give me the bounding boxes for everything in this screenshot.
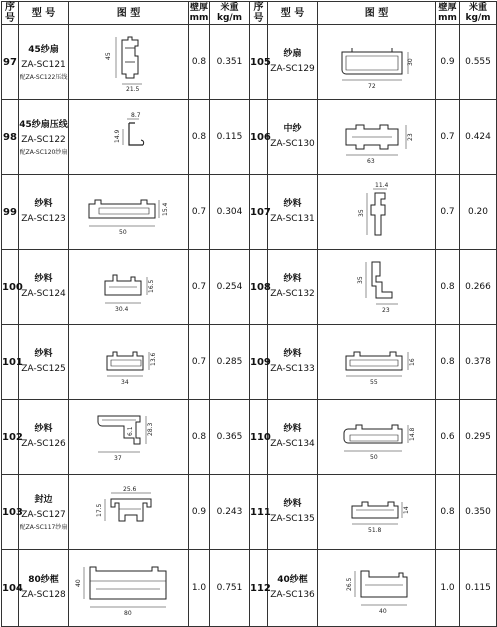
- item-number: 112: [250, 550, 268, 627]
- dim-label: 16: [408, 358, 416, 366]
- item-model: [19, 400, 69, 475]
- dim-label: 35: [357, 209, 365, 217]
- dim-label: 35: [356, 276, 364, 284]
- dim-label: 8.7: [130, 112, 141, 119]
- dim-label: 11.4: [374, 182, 388, 189]
- profile-drawing-sc135: [332, 482, 422, 542]
- profile-drawing-sc130: [332, 107, 422, 167]
- item-model: [268, 325, 318, 400]
- item-code: ZA-SC132: [270, 289, 315, 299]
- profile-drawing-sc132: [342, 254, 412, 320]
- profile-drawing-sc129: [332, 32, 422, 92]
- item-code: ZA-SC122: [21, 134, 66, 145]
- item-thickness: 0.9: [189, 475, 210, 550]
- item-code: ZA-SC135: [270, 514, 315, 524]
- item-weight: 0.351: [210, 25, 250, 100]
- header-thickness-cn: 壁厚: [189, 3, 208, 13]
- header-thickness-cn-2: 壁厚: [438, 3, 457, 13]
- item-number: 106: [250, 100, 268, 175]
- header-figure-2: 图 型: [318, 2, 436, 25]
- item-weight: 0.304: [210, 175, 250, 250]
- dim-label: 28.3: [146, 422, 154, 436]
- item-model: [268, 175, 318, 250]
- profile-drawing-cell: [69, 100, 189, 175]
- dim-label: 72: [367, 83, 376, 90]
- item-name: 纱料: [34, 349, 53, 359]
- header-weight: [210, 2, 250, 25]
- dim-label: 14.8: [408, 427, 416, 441]
- profile-drawing-cell: [318, 325, 436, 400]
- item-model: [19, 250, 69, 325]
- item-code: ZA-SC134: [270, 439, 315, 449]
- dim-label: 6.1: [126, 426, 134, 436]
- item-thickness: 1.0: [189, 550, 210, 627]
- item-code: ZA-SC124: [21, 289, 66, 299]
- header-no-2: 序号: [250, 2, 268, 25]
- profile-catalog-table: [1, 1, 497, 627]
- header-row: [2, 2, 497, 25]
- item-thickness: 0.8: [189, 25, 210, 100]
- dim-label: 30: [406, 58, 414, 66]
- item-model: [19, 25, 69, 100]
- item-thickness: 0.7: [189, 250, 210, 325]
- item-model: [19, 175, 69, 250]
- item-weight: 0.350: [460, 475, 497, 550]
- dim-label: 14: [402, 506, 410, 514]
- item-thickness: 0.7: [189, 175, 210, 250]
- header-weight-2: [460, 2, 497, 25]
- item-note: 配ZA-SC120纱扇: [19, 148, 68, 156]
- profile-drawing-sc124: [89, 257, 169, 317]
- item-number: 111: [250, 475, 268, 550]
- table-row: [2, 400, 497, 475]
- item-number: 100: [2, 250, 19, 325]
- dim-label: 51.8: [367, 527, 381, 534]
- item-weight: 0.115: [460, 550, 497, 627]
- profile-drawing-sc128: [74, 555, 184, 621]
- item-number: 101: [2, 325, 19, 400]
- item-weight: 0.254: [210, 250, 250, 325]
- dim-label: 34: [120, 379, 129, 386]
- item-name: 纱料: [283, 349, 302, 359]
- dim-label: 50: [118, 229, 127, 236]
- item-number: 104: [2, 550, 19, 627]
- item-model: [19, 475, 69, 550]
- item-name: 45纱扇: [28, 44, 59, 55]
- item-weight: 0.751: [210, 550, 250, 627]
- item-weight: 0.115: [210, 100, 250, 175]
- item-weight: 0.266: [460, 250, 497, 325]
- dim-label: 17.5: [95, 503, 103, 517]
- profile-drawing-cell: [69, 475, 189, 550]
- item-note: 配ZA-SC122压线: [19, 73, 68, 81]
- header-weight-cn-2: 米重: [468, 3, 487, 13]
- header-thickness-unit-2: mm: [438, 13, 457, 23]
- dim-label: 30.4: [114, 306, 128, 313]
- profile-drawing-cell: [318, 400, 436, 475]
- item-model: [268, 475, 318, 550]
- item-number: 109: [250, 325, 268, 400]
- item-name: 中纱: [283, 124, 302, 134]
- item-weight: 0.285: [210, 325, 250, 400]
- item-number: 99: [2, 175, 19, 250]
- profile-drawing-sc127: [89, 479, 169, 545]
- item-model: [19, 100, 69, 175]
- item-name: 纱料: [283, 424, 302, 434]
- header-model: 型 号: [19, 2, 69, 25]
- item-number: 98: [2, 100, 19, 175]
- dim-label: 63: [366, 158, 375, 165]
- dim-label: 55: [369, 379, 378, 386]
- profile-drawing-cell: [318, 250, 436, 325]
- item-model: [268, 100, 318, 175]
- profile-drawing-cell: [318, 475, 436, 550]
- item-code: ZA-SC128: [21, 590, 66, 600]
- header-thickness: [189, 2, 210, 25]
- item-thickness: 0.7: [189, 325, 210, 400]
- item-name: 纱扇: [283, 49, 302, 59]
- item-thickness: 0.8: [436, 325, 460, 400]
- profile-drawing-cell: [69, 400, 189, 475]
- item-weight: 0.378: [460, 325, 497, 400]
- header-no: 序号: [2, 2, 19, 25]
- profile-drawing-cell: [318, 550, 436, 627]
- item-name: 纱料: [283, 274, 302, 284]
- item-model: [268, 400, 318, 475]
- item-code: ZA-SC121: [21, 59, 66, 70]
- item-weight: 0.555: [460, 25, 497, 100]
- item-model: [19, 550, 69, 627]
- profile-drawing-sc126: [84, 404, 174, 470]
- dim-label: 23: [406, 133, 414, 141]
- profile-drawing-cell: [318, 175, 436, 250]
- header-weight-cn: 米重: [220, 3, 239, 13]
- dim-label: 45: [104, 52, 112, 60]
- dim-label: 40: [74, 579, 82, 587]
- dim-label: 25.6: [122, 486, 136, 493]
- table-row: [2, 175, 497, 250]
- table-row: [2, 100, 497, 175]
- profile-drawing-sc131: [347, 179, 407, 245]
- profile-drawing-sc125: [89, 332, 169, 392]
- header-thickness-unit: mm: [189, 13, 209, 23]
- item-weight: 0.243: [210, 475, 250, 550]
- dim-label: 40: [378, 608, 387, 615]
- profile-drawing-cell: [69, 250, 189, 325]
- item-thickness: 0.7: [436, 100, 460, 175]
- item-thickness: 0.8: [436, 475, 460, 550]
- item-name: 80纱框: [28, 575, 59, 585]
- item-thickness: 0.7: [436, 175, 460, 250]
- item-number: 105: [250, 25, 268, 100]
- dim-label: 15.4: [161, 202, 169, 216]
- item-model: [19, 325, 69, 400]
- table-row: [2, 325, 497, 400]
- item-number: 103: [2, 475, 19, 550]
- item-name: 封边: [34, 494, 53, 505]
- dim-label: 21.5: [125, 86, 139, 93]
- header-weight-unit: kg/m: [216, 13, 243, 23]
- item-name: 45纱扇压线: [19, 119, 68, 130]
- table-row: [2, 25, 497, 100]
- item-code: ZA-SC123: [21, 214, 66, 224]
- profile-drawing-sc123: [79, 182, 179, 242]
- item-code: ZA-SC125: [21, 364, 66, 374]
- profile-drawing-sc133: [332, 332, 422, 392]
- item-name: 40纱框: [277, 575, 308, 585]
- item-weight: 0.20: [460, 175, 497, 250]
- item-code: ZA-SC129: [270, 64, 315, 74]
- item-number: 108: [250, 250, 268, 325]
- item-weight: 0.365: [210, 400, 250, 475]
- item-name: 纱料: [34, 199, 53, 209]
- item-code: ZA-SC136: [270, 590, 315, 600]
- item-thickness: 0.6: [436, 400, 460, 475]
- profile-drawing-cell: [69, 325, 189, 400]
- dim-label: 13.6: [149, 352, 157, 366]
- profile-drawing-cell: [69, 25, 189, 100]
- dim-label: 37: [113, 455, 122, 462]
- profile-drawing-sc136: [337, 555, 417, 621]
- item-model: [268, 25, 318, 100]
- item-thickness: 0.8: [189, 400, 210, 475]
- item-name: 纱料: [34, 274, 53, 284]
- header-model-2: 型 号: [268, 2, 318, 25]
- profile-drawing-sc122: [99, 107, 159, 167]
- item-number: 97: [2, 25, 19, 100]
- item-note: 配ZA-SC117纱扇: [19, 523, 68, 531]
- item-code: ZA-SC131: [270, 214, 315, 224]
- item-code: ZA-SC127: [21, 509, 66, 520]
- profile-drawing-cell: [318, 100, 436, 175]
- header-thickness-2: [436, 2, 460, 25]
- item-code: ZA-SC133: [270, 364, 315, 374]
- dim-label: 14.9: [113, 129, 121, 143]
- profile-drawing-cell: [318, 25, 436, 100]
- dim-label: 80: [123, 610, 132, 617]
- item-name: 纱料: [283, 499, 302, 509]
- item-thickness: 1.0: [436, 550, 460, 627]
- item-number: 110: [250, 400, 268, 475]
- item-code: ZA-SC126: [21, 439, 66, 449]
- item-weight: 0.424: [460, 100, 497, 175]
- dim-label: 26.5: [345, 577, 353, 591]
- item-model: [268, 250, 318, 325]
- profile-drawing-sc134: [332, 407, 422, 467]
- profile-drawing-cell: [69, 175, 189, 250]
- item-number: 107: [250, 175, 268, 250]
- dim-label: 50: [369, 454, 378, 461]
- profile-drawing-cell: [69, 550, 189, 627]
- item-weight: 0.295: [460, 400, 497, 475]
- profile-drawing-sc121: [94, 32, 164, 92]
- dim-label: 23: [381, 307, 390, 314]
- item-code: ZA-SC130: [270, 139, 315, 149]
- item-thickness: 0.8: [436, 250, 460, 325]
- header-figure: 图 型: [69, 2, 189, 25]
- item-name: 纱料: [283, 199, 302, 209]
- table-row: [2, 475, 497, 550]
- item-thickness: 0.9: [436, 25, 460, 100]
- item-model: [268, 550, 318, 627]
- item-number: 102: [2, 400, 19, 475]
- item-name: 纱料: [34, 424, 53, 434]
- table-row: [2, 550, 497, 627]
- item-thickness: 0.8: [189, 100, 210, 175]
- table-row: [2, 250, 497, 325]
- header-weight-unit-2: kg/m: [465, 13, 491, 23]
- dim-label: 16.5: [147, 279, 155, 293]
